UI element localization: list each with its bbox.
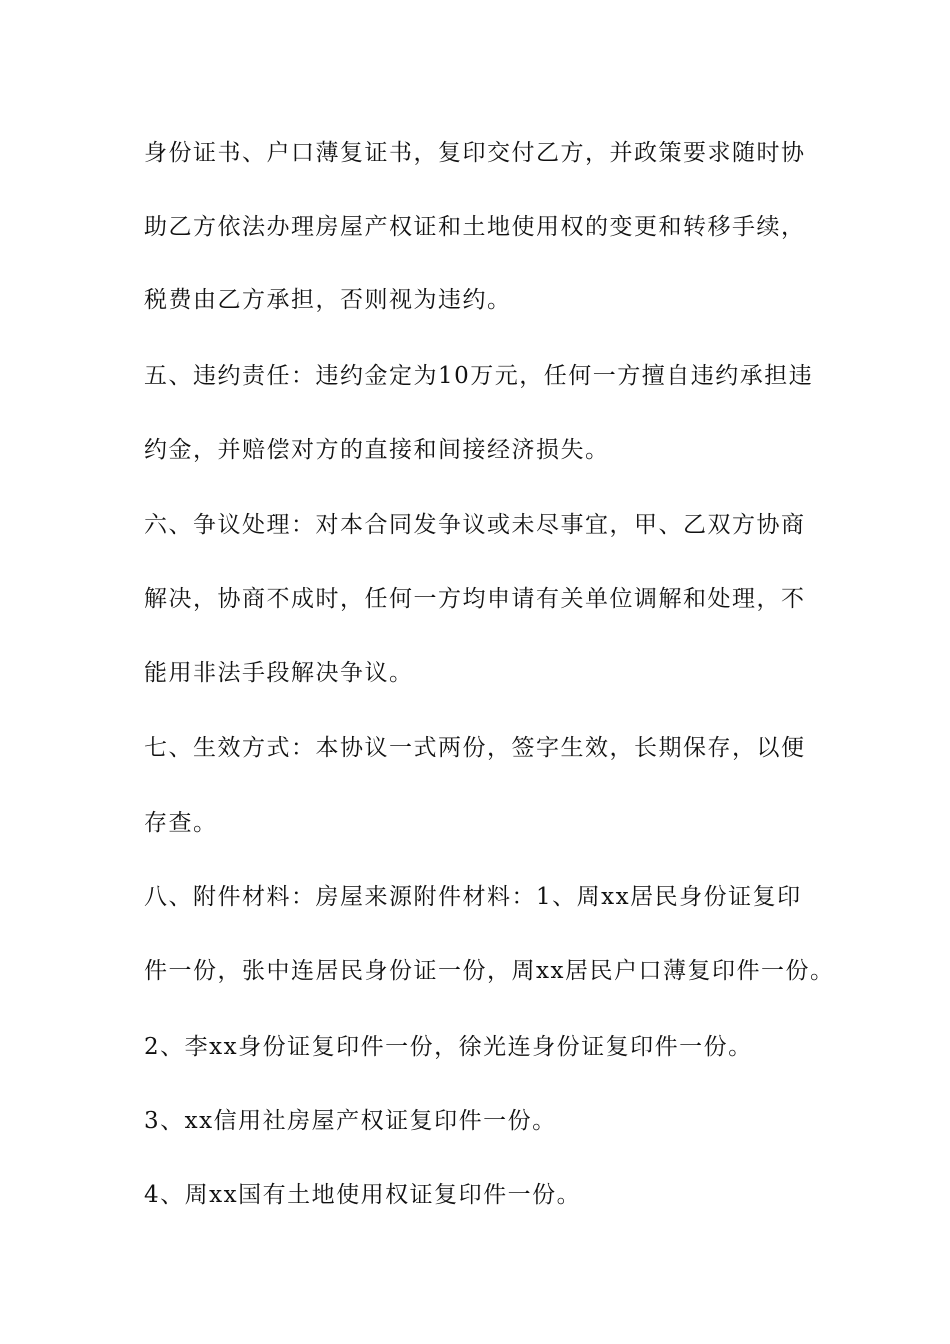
text-line: 件一份，张中连居民身份证一份，周xx居民户口薄复印件一份。 — [144, 958, 835, 984]
text-line: 五、违约责任：违约金定为10万元，任何一方擅自违约承担违 — [144, 363, 814, 389]
text-line: 六、争议处理：对本合同发争议或未尽事宜，甲、乙双方协商 — [144, 512, 806, 538]
text-line: 能用非法手段解决争议。 — [144, 660, 414, 686]
text-line: 4、周xx国有土地使用权证复印件一份。 — [144, 1182, 582, 1208]
text-line: 七、生效方式：本协议一式两份，签字生效，长期保存，以便 — [144, 735, 806, 761]
text-line: 助乙方依法办理房屋产权证和土地使用权的变更和转移手续， — [144, 214, 806, 240]
text-line: 2、李xx身份证复印件一份，徐光连身份证复印件一份。 — [144, 1034, 753, 1060]
text-line: 身份证书、户口薄复证书，复印交付乙方，并政策要求随时协 — [144, 140, 806, 166]
text-line: 解决，协商不成时，任何一方均申请有关单位调解和处理，不 — [144, 586, 806, 612]
text-line: 3、xx信用社房屋产权证复印件一份。 — [144, 1108, 557, 1134]
text-line: 税费由乙方承担，否则视为违约。 — [144, 287, 512, 313]
text-line: 八、附件材料：房屋来源附件材料：1、周xx居民身份证复印 — [144, 884, 802, 910]
text-line: 存查。 — [144, 810, 218, 836]
text-line: 约金，并赔偿对方的直接和间接经济损失。 — [144, 437, 610, 463]
